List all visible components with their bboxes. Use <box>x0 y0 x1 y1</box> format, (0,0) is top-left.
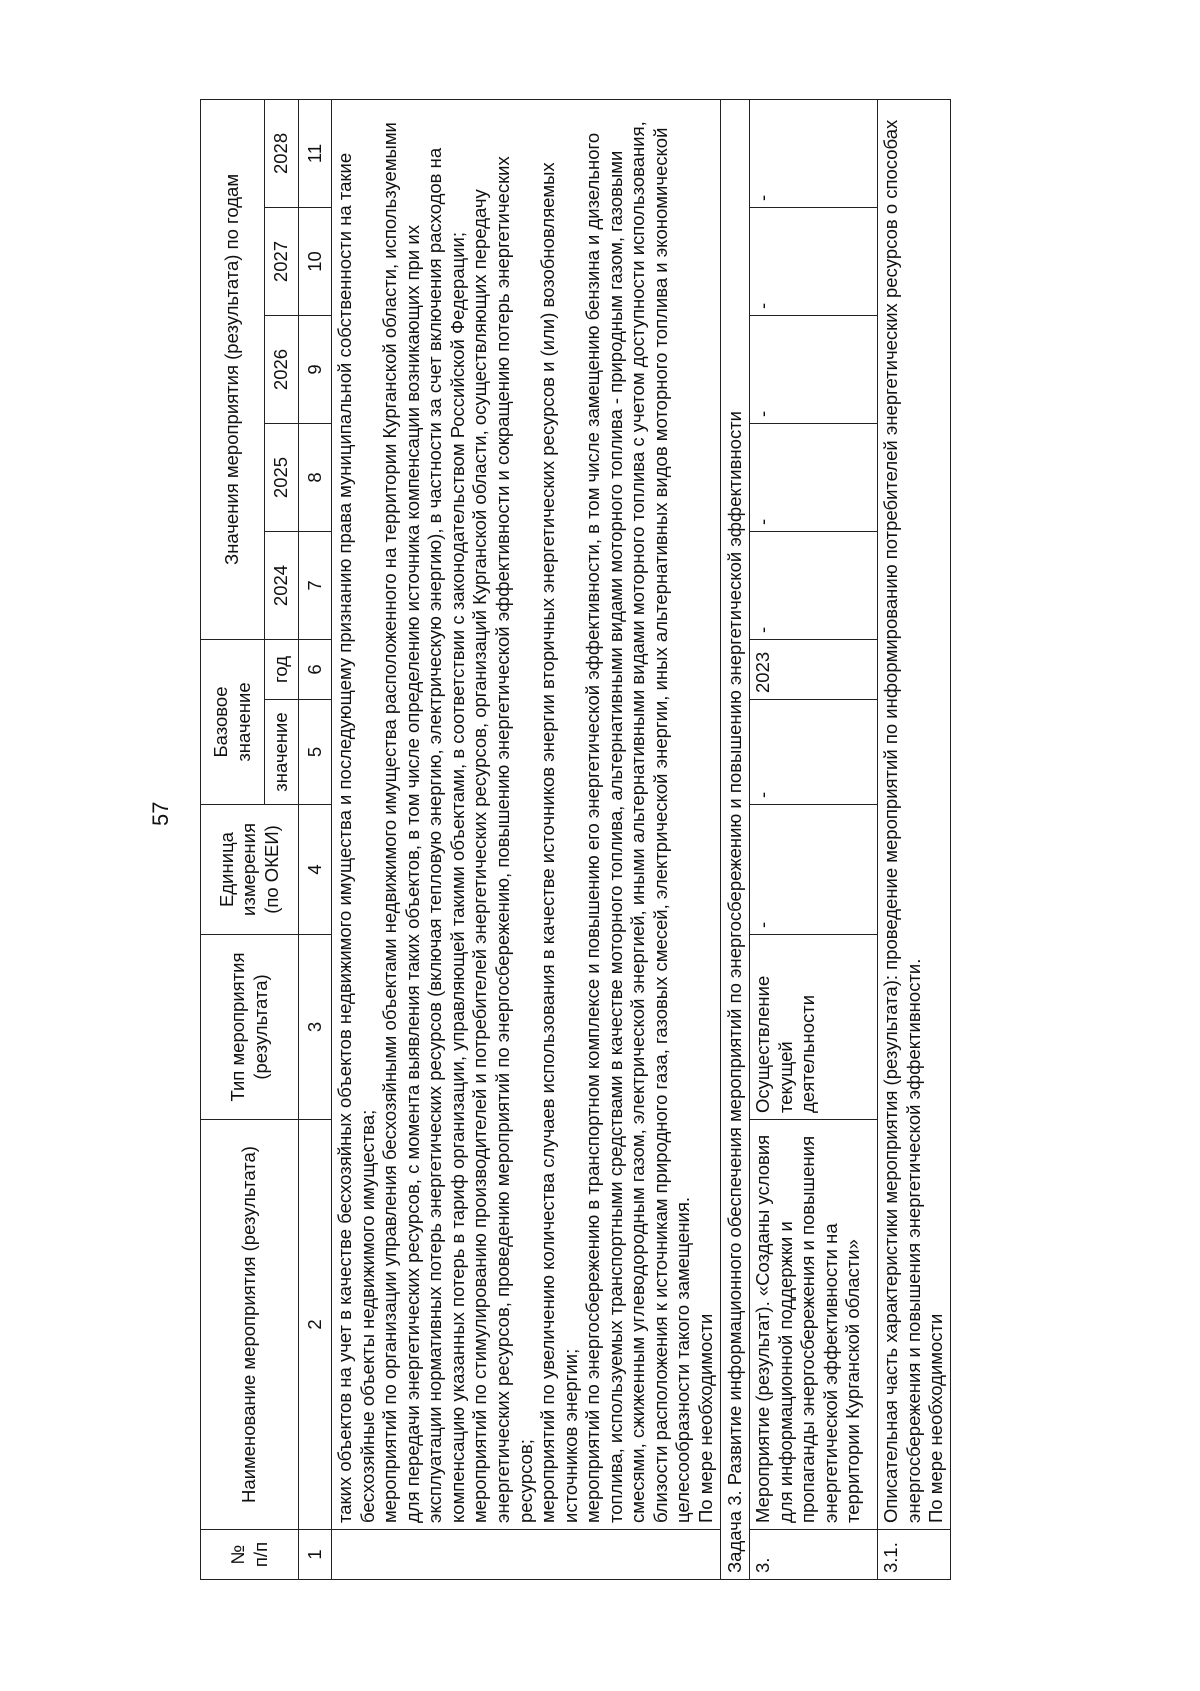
row-value-2024: - <box>750 531 878 639</box>
column-number: 8 <box>299 423 332 531</box>
table-row <box>878 99 951 1579</box>
header-year: 2024 <box>265 531 299 639</box>
column-number: 5 <box>299 700 332 805</box>
table-row <box>750 99 878 1579</box>
column-number: 6 <box>299 639 332 699</box>
column-number: 9 <box>299 315 332 423</box>
row-value-2026: - <box>750 315 878 423</box>
header-base-value: значение <box>265 700 299 805</box>
row-name: Мероприятие (результат). «Созданы условия для информационной поддержки и пропаганды энергосбережения и повышения энергетической эффективности на территории Курганской области» <box>750 1120 878 1530</box>
column-number: 4 <box>299 805 332 935</box>
row-description: Описательная часть характеристики мероприятия (результата): проведение мероприятий по информированию потребителей энергетических ресурсов о способах энергосбережения и повышения энергетической эффективности. По мере необходимости <box>878 99 951 1529</box>
header-year: 2027 <box>265 207 299 315</box>
row-value-2027: - <box>750 207 878 315</box>
header-base-year: год <box>265 639 299 699</box>
rotated-table-container <box>200 100 1020 1580</box>
row-unit: - <box>750 805 878 935</box>
header-year: 2025 <box>265 423 299 531</box>
column-number: 10 <box>299 207 332 315</box>
task-row <box>720 99 750 1579</box>
row-num: 3. <box>750 1530 878 1580</box>
row-base-year: 2023 <box>750 639 878 699</box>
continuation-text: таких объектов на учет в качестве бесхозяйных объектов недвижимого имущества и последующему признанию права муниципальной собственности на такие бесхозяйные объекты недвижимого имущества; мероприятий по организации управления бесхозяйными объектами недвижимого имущества расположенного на территории Курганской области, используемыми для передачи энергетических ресурсов, с момента выявления таких объектов, в том числе определению источника компенсации возникающих при их эксплуатации нормативных потерь энергетических ресурсов (включая тепловую энергию, электрическую энергию), в частности за счет включения расходов на компенсацию указанных потерь в тариф организации, управляющей такими объектами, в соответствии с законодательством Российской Федерации; мероприятий по стимулированию производителей и потребителей энергетических ресурсов, организаций Курганской области, осуществляющих передачу энергетических ресурсов, проведению мероприятий по энергосбережению, повышению энергетической эффективности и сокращению потерь энергетических ресурсов; мероприятий по увеличению количества случаев использования в качестве источников энергии вторичных энергетических ресурсов и (или) возобновляемых источников энергии; мероприятий по энергосбережению в транспортном комплексе и повышению его энергетической эффективности, в том числе замещению бензина и дизельного топлива, используемых транспортными средствами в качестве моторного топлива, альтернативными видами моторного топлива - природным газом, газовыми смесями, сжиженным углеводородным газом, электрической энергией, иными альтернативными видами моторного топлива с учетом доступности использования, близости расположения к источникам природного газа, газовых смесей, электрической энергии, иных альтернативных видов моторного топлива и экономической целесообразности такого замещения. По мере необходимости <box>332 99 721 1529</box>
column-number-row <box>299 99 332 1579</box>
row-value-2028: - <box>750 99 878 207</box>
page-number: 57 <box>148 801 173 826</box>
header-base: Базовое значение <box>201 639 265 804</box>
header-name: Наименование мероприятия (результата) <box>201 1120 299 1530</box>
column-number: 2 <box>299 1120 332 1530</box>
column-number: 3 <box>299 935 332 1120</box>
header-year: 2026 <box>265 315 299 423</box>
header-unit: Единица измерения (по ОКЕИ) <box>201 805 299 935</box>
column-number: 7 <box>299 531 332 639</box>
column-number: 1 <box>299 1530 332 1580</box>
row-num: 3.1. <box>878 1530 951 1580</box>
header-year: 2028 <box>265 99 299 207</box>
header-num: № п/п <box>201 1530 299 1580</box>
row-type: Осуществление текущей деятельности <box>750 935 878 1120</box>
header-values: Значения мероприятия (результата) по годам <box>201 99 265 639</box>
header-type: Тип мероприятия (результата) <box>201 935 299 1120</box>
continuation-num-cell <box>332 1530 721 1580</box>
column-number: 11 <box>299 99 332 207</box>
row-value-2025: - <box>750 423 878 531</box>
task-3-heading: Задача 3. Развитие информационного обеспечения мероприятий по энергосбережению и повышению энергетической эффективности <box>720 99 750 1579</box>
row-base-value: - <box>750 700 878 805</box>
continuation-row <box>332 99 721 1579</box>
events-table <box>200 99 951 1580</box>
